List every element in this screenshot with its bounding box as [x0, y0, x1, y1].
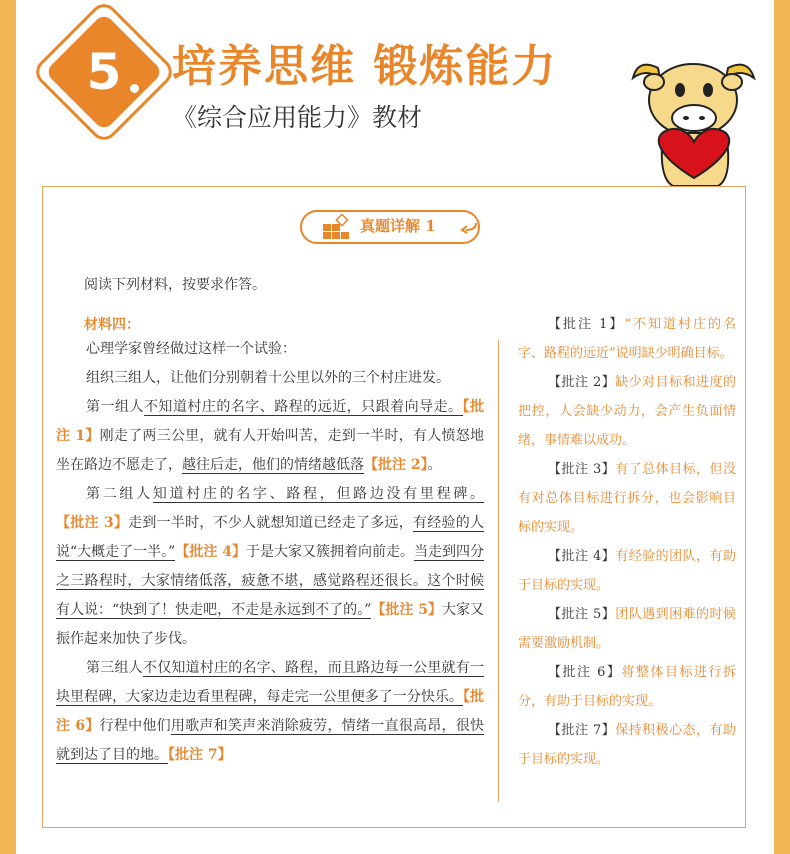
page-subtitle: 《综合应用能力》教材: [172, 103, 423, 132]
annotation-text: 缺少对目标和进度的把控，人会缺少动力，会产生负面情绪，事情难以成功。: [518, 375, 736, 448]
annotation-item: [518, 542, 736, 600]
annotation-text: 有经验的团队，有助于目标的实现。: [518, 549, 736, 593]
annotation-item: [518, 716, 736, 774]
annotation-label: 【批注 4】: [548, 549, 616, 564]
annotation-label: 【批注 5】: [548, 607, 616, 622]
underlined-text: 有经验的人说“大概走了一半。”: [56, 515, 484, 560]
annotation-label: 【批注 3】: [548, 462, 616, 477]
annotation-text: 有了总体目标，但没有对总体目标进行拆分，也会影响目标的实现。: [518, 462, 736, 535]
text-span: 。: [427, 457, 442, 473]
annotation-list: [518, 310, 736, 774]
annotation-label: 【批注 7】: [548, 723, 616, 738]
annotation-marker: 【批注 5】: [371, 602, 442, 618]
page-title: 培养思维 锻炼能力: [172, 41, 558, 92]
annotation-item: [518, 368, 736, 455]
section-tag-label: 真题详解 1: [360, 217, 436, 235]
annotation-text: “不知道村庄的名字、路程的远近”说明缺少明确目标。: [518, 317, 736, 361]
underlined-text: 当走到四分之三路程时，大家情绪低落，疲惫不堪，感觉路程还很长。这个时候有人说：“快到了！快走吧，不走是永远到不了的。”: [56, 544, 485, 618]
annotation-item: [518, 455, 736, 542]
underlined-text: 不仅知道村庄的名字、路程，而且路边每一公里就有一块里程碑，大家边走边看里程碑，每走完一公里便多了一分快乐。: [56, 660, 485, 705]
right-side-bar: [774, 0, 790, 854]
annotation-text: 保持积极心态，有助于目标的实现。: [518, 723, 736, 767]
curved-arrow-icon: [460, 220, 478, 234]
paragraph-4: [56, 480, 484, 654]
text-span: 走到一半时，不少人就想知道已经走了多远，: [128, 515, 414, 531]
annotation-marker: 【批注 2】: [364, 457, 428, 473]
annotation-text: 团队遇到困难的时候需要激励机制。: [518, 607, 736, 651]
annotation-item: [518, 310, 736, 368]
text-span: 第一组人: [86, 399, 144, 415]
annotation-marker: 【批注 4】: [175, 544, 246, 560]
annotation-text: 将整体目标进行拆分，有助于目标的实现。: [518, 665, 736, 709]
left-side-bar: [0, 0, 16, 854]
text-span: 行程中他们: [99, 718, 171, 734]
annotation-label: 【批注 6】: [548, 665, 622, 680]
cow-mascot-icon: [628, 38, 758, 188]
text-span: 大家又振作起来加快了步伐。: [56, 602, 485, 647]
paragraph-3: [56, 393, 484, 480]
passage: [56, 335, 484, 770]
annotation-marker: 【批注 3】: [56, 515, 129, 531]
paragraph-2: 组织三组人，让他们分别朝着十公里以外的三个村庄进发。: [86, 370, 450, 386]
text-span: 第三组人: [86, 660, 143, 676]
underlined-text: 不知道村庄的名字、路程的远近，只跟着向导走。: [143, 399, 463, 415]
annotation-item: [518, 658, 736, 716]
annotation-label: 【批注 1】: [548, 317, 625, 332]
material-label: 材料四：: [84, 317, 140, 333]
annotation-item: [518, 600, 736, 658]
badge-number: 5: [86, 43, 122, 101]
underlined-text: 越往后走，他们的情绪越低落: [182, 457, 364, 473]
text-span: 第二组人: [86, 486, 153, 502]
paragraph-1: 心理学家曾经做过这样一个试验：: [86, 341, 296, 357]
column-divider: [498, 340, 499, 802]
paragraph-5: [56, 654, 484, 770]
underlined-text: 很快就到达了目的地。: [56, 718, 485, 763]
text-span: 于是大家又簇拥着向前走。: [245, 544, 414, 560]
instructions: 阅读下列材料，按要求作答。: [84, 277, 266, 293]
underlined-text: 用歌声和笑声来消除疲劳，情绪一直很高昂，: [170, 718, 456, 734]
annotation-label: 【批注 2】: [548, 375, 616, 390]
text-span: 刚走了两三公里，就有人开始叫苦，走到一半时，有人愤怒地坐在路边不愿走了，: [56, 428, 484, 473]
underlined-text: 知道村庄的名字、路程，但路边没有里程碑。: [152, 486, 485, 502]
annotation-marker: 【批注 1】: [56, 399, 485, 444]
annotation-marker: 【批注 6】: [56, 689, 485, 734]
blocks-icon: [322, 214, 350, 240]
badge-dot: [130, 84, 139, 93]
annotation-marker: 【批注 7】: [168, 747, 232, 763]
